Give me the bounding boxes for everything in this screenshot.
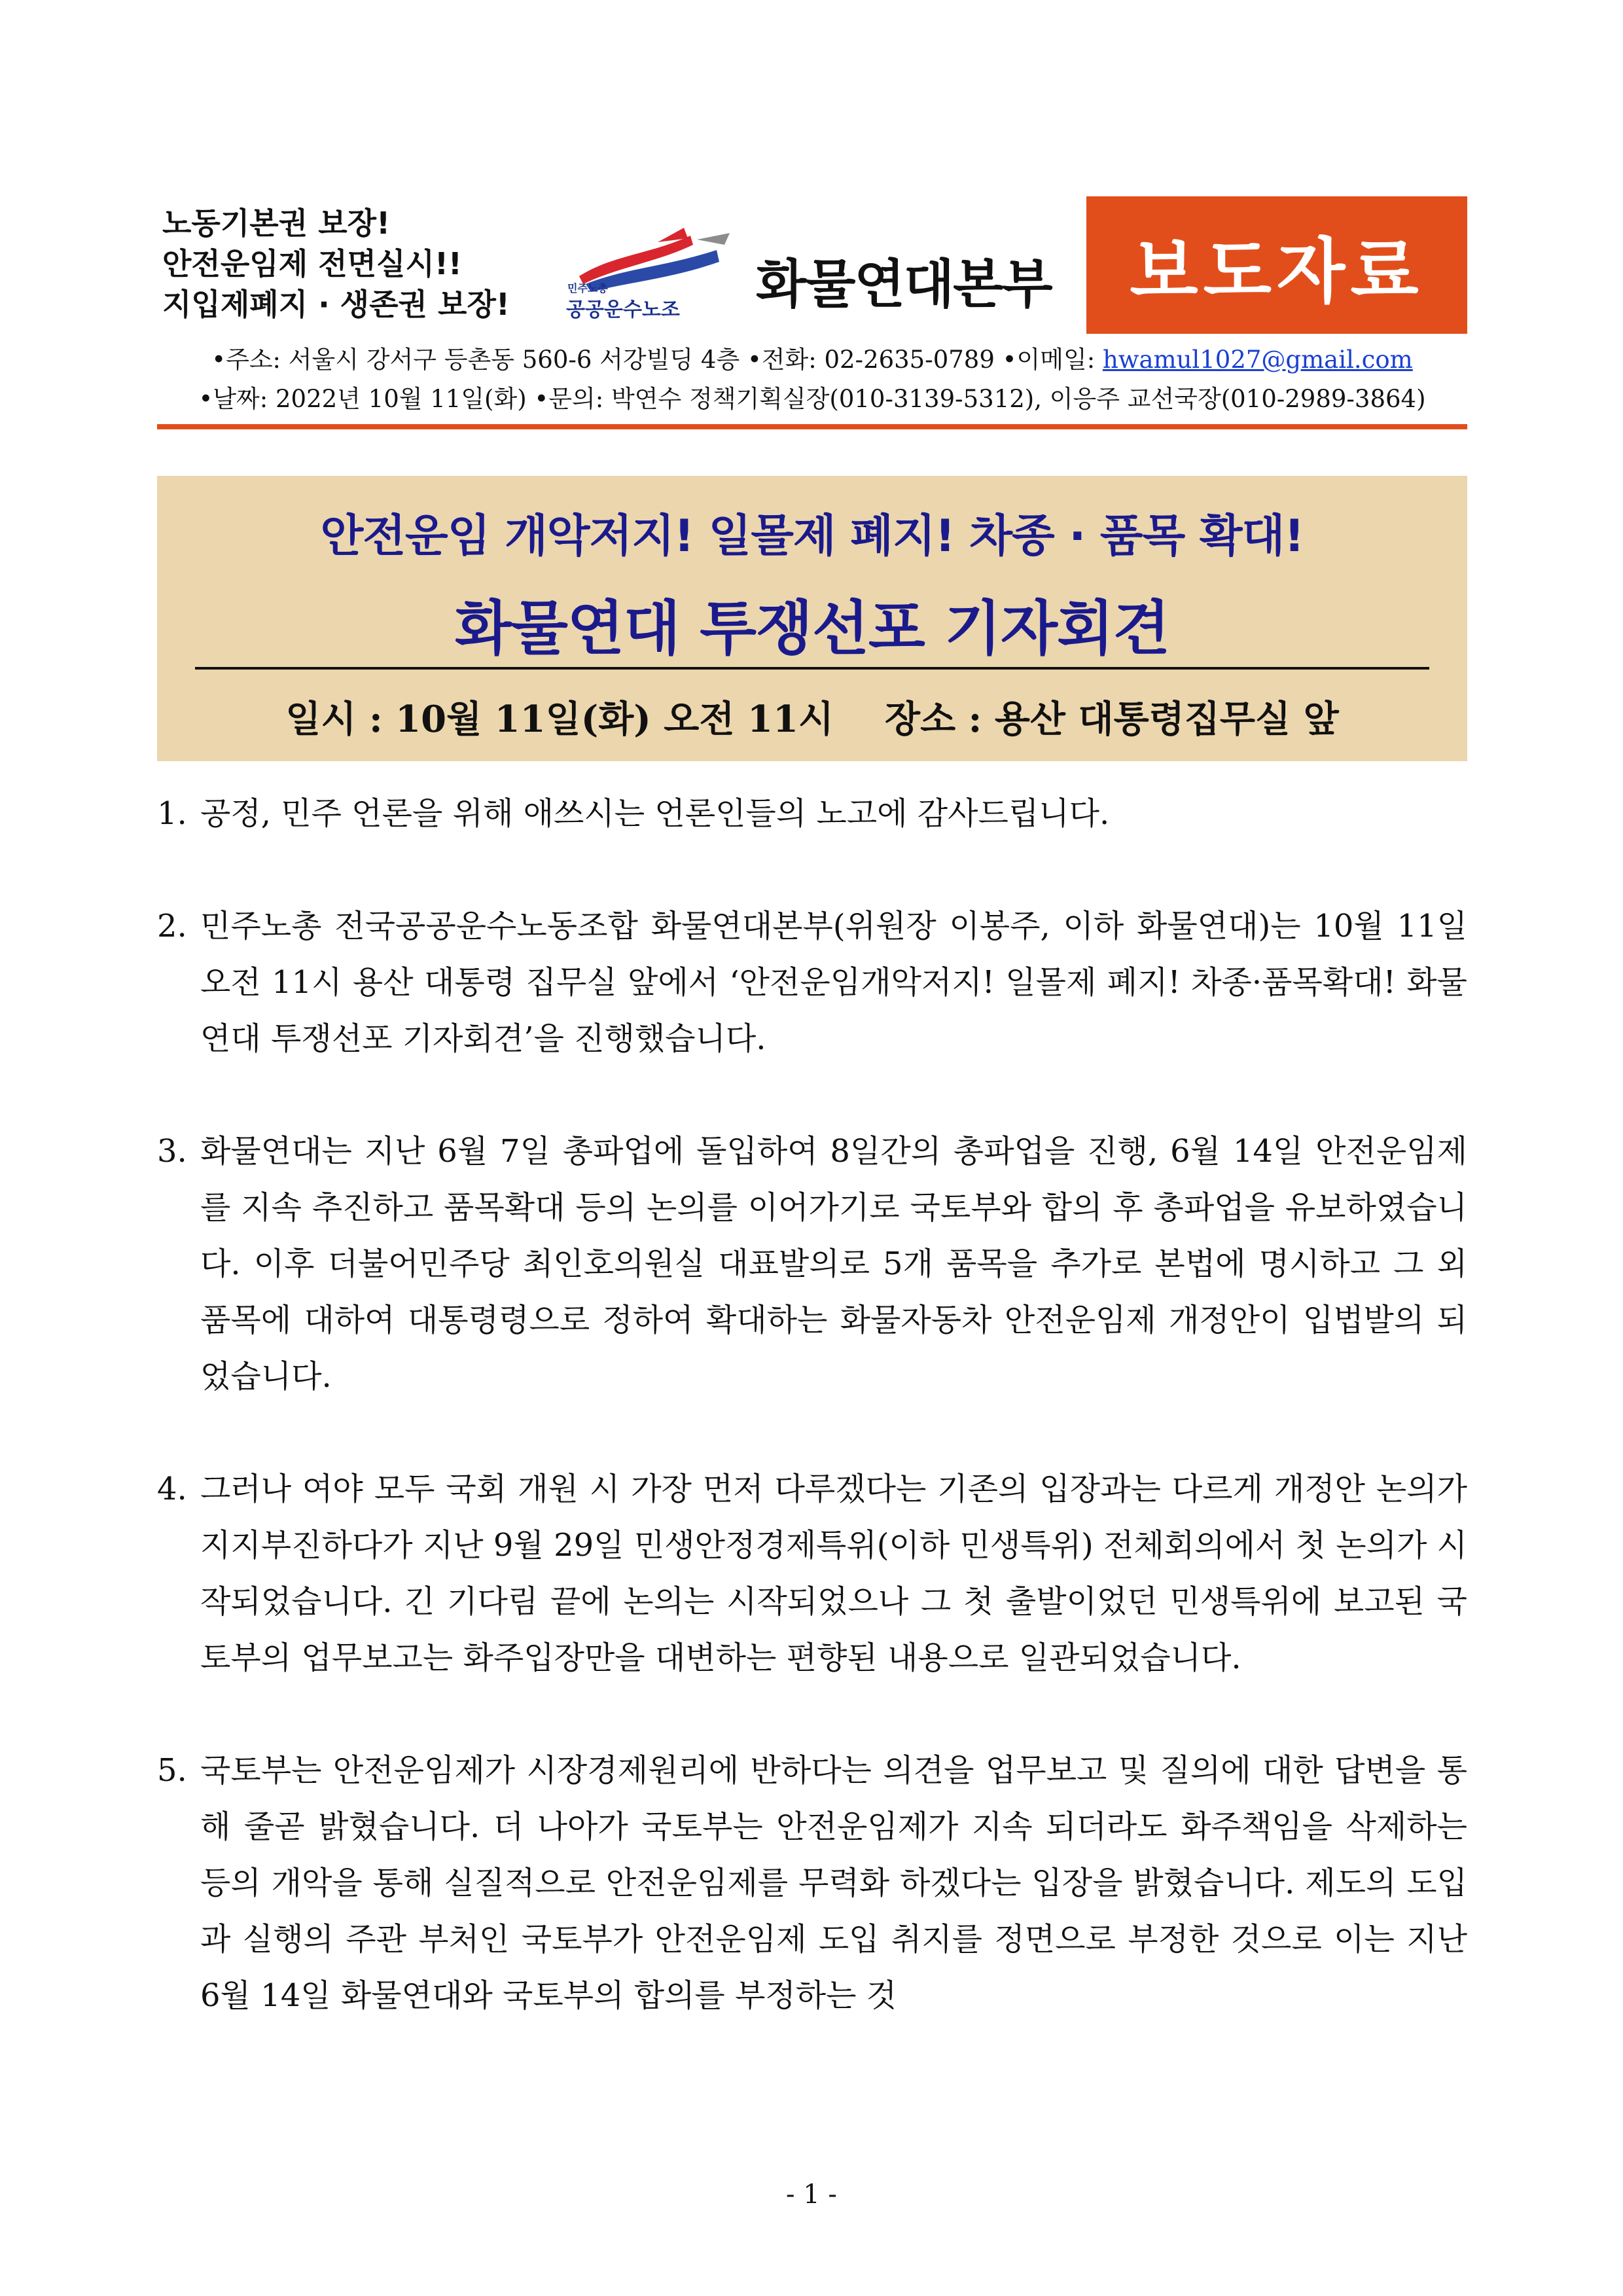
logo-subtitle: 공공운수노조 (566, 298, 680, 321)
contact-line-1 (157, 340, 1467, 380)
paragraph-number: 5. (157, 1752, 187, 1789)
slogan-line-3: 지입제폐지 · 생존권 보장! (162, 287, 510, 322)
paragraph-number: 3. (157, 1133, 187, 1170)
paragraph-text: 공정, 민주 언론을 위해 애쓰시는 언론인들의 노고에 감사드립니다. (200, 795, 1110, 832)
contact-line-2: •날짜: 2022년 10월 11일(화) •문의: 박연수 정책기획실장(010-3139-5312), 이응주 교선국장(010-2989-3864) (198, 385, 1426, 413)
event-schedule: 일시 : 10월 11일(화) 오전 11시 장소 : 용산 대통령집무실 앞 (285, 698, 1339, 741)
paragraph-text: 민주노총 전국공공운수노동조합 화물연대본부(위원장 이봉주, 이하 화물연대)는 10월 11일 오전 11시 용산 대통령 집무실 앞에서 ‘안전운임개악저지! 일몰제 폐지! 차종·품목확대! 화물연대 투쟁선포 기자회견’을 진행했습니다. (200, 908, 1467, 1057)
paragraph-text: 화물연대는 지난 6월 7일 총파업에 돌입하여 8일간의 총파업을 진행, 6월 14일 안전운임제를 지속 추진하고 품목확대 등의 논의를 이어가기로 국토부와 합의 후 총파업을 유보하였습니다. 이후 더불어민주당 최인호의원실 대표발의로 5개 품목을 추가로 본법에 명시하고 그 외 품목에 대하여 대통령령으로 정하여 확대하는 화물자동차 안전운임제 개정안이 입법발의 되었습니다. (200, 1133, 1467, 1395)
press-release-badge: 보도자료 (1086, 196, 1467, 334)
contact-address-phone: •주소: 서울시 강서구 등촌동 560-6 서강빌딩 4층 •전화: 02-2635-0789 •이메일: (211, 346, 1103, 374)
headline-title: 화물연대 투쟁선포 기자회견 (455, 594, 1169, 663)
headline-slogan: 안전운임 개악저지! 일몰제 폐지! 차종 · 품목 확대! (320, 511, 1304, 562)
page-number: - 1 - (786, 2179, 837, 2210)
header-divider (157, 424, 1467, 429)
paragraph-4 (157, 1461, 1467, 1686)
document-header (157, 196, 1466, 334)
paragraph-number: 4. (157, 1471, 187, 1507)
paragraph-2 (157, 898, 1467, 1067)
title-box (157, 476, 1467, 761)
paragraph-1 (157, 785, 1467, 842)
paragraph-3 (157, 1123, 1467, 1405)
paragraph-number: 2. (157, 908, 187, 944)
logo-organization-name: 화물연대본부 (756, 254, 1052, 315)
logo-subtitle-top: 민주노총 (567, 282, 608, 295)
contact-email-link[interactable]: hwamul1027@gmail.com (1102, 346, 1413, 374)
contact-info (157, 340, 1467, 419)
paragraph-text: 그러나 여야 모두 국회 개원 시 가장 먼저 다루겠다는 기존의 입장과는 다르게 개정안 논의가 지지부진하다가 지난 9월 29일 민생안정경제특위(이하 민생특위) 전체회의에서 첫 논의가 시작되었습니다. 긴 기다림 끝에 논의는 시작되었으나 그 첫 출발이었던 민생특위에 보고된 국토부의 업무보고는 화주입장만을 대변하는 편향된 내용으로 일관되었습니다. (200, 1471, 1467, 1676)
document-body (157, 785, 1467, 2080)
slogan-line-2: 안전운임제 전면실시!! (162, 246, 462, 281)
paragraph-number: 1. (157, 795, 187, 832)
slogan-block (162, 203, 568, 325)
slogan-line-1: 노동기본권 보장! (162, 206, 391, 241)
paragraph-text: 국토부는 안전운임제가 시장경제원리에 반하다는 의견을 업무보고 및 질의에 대한 답변을 통해 줄곧 밝혔습니다. 더 나아가 국토부는 안전운임제가 지속 되더라도 화주책임을 삭제하는 등의 개악을 통해 실질적으로 안전운임제를 무력화 하겠다는 입장을 밝혔습니다. 제도의 도입과 실행의 주관 부처인 국토부가 안전운임제 도입 취지를 정면으로 부정한 것으로 이는 지난 6월 14일 화물연대와 국토부의 합의를 부정하는 것 (200, 1752, 1467, 2014)
title-divider (195, 667, 1429, 670)
paragraph-5 (157, 1742, 1467, 2024)
